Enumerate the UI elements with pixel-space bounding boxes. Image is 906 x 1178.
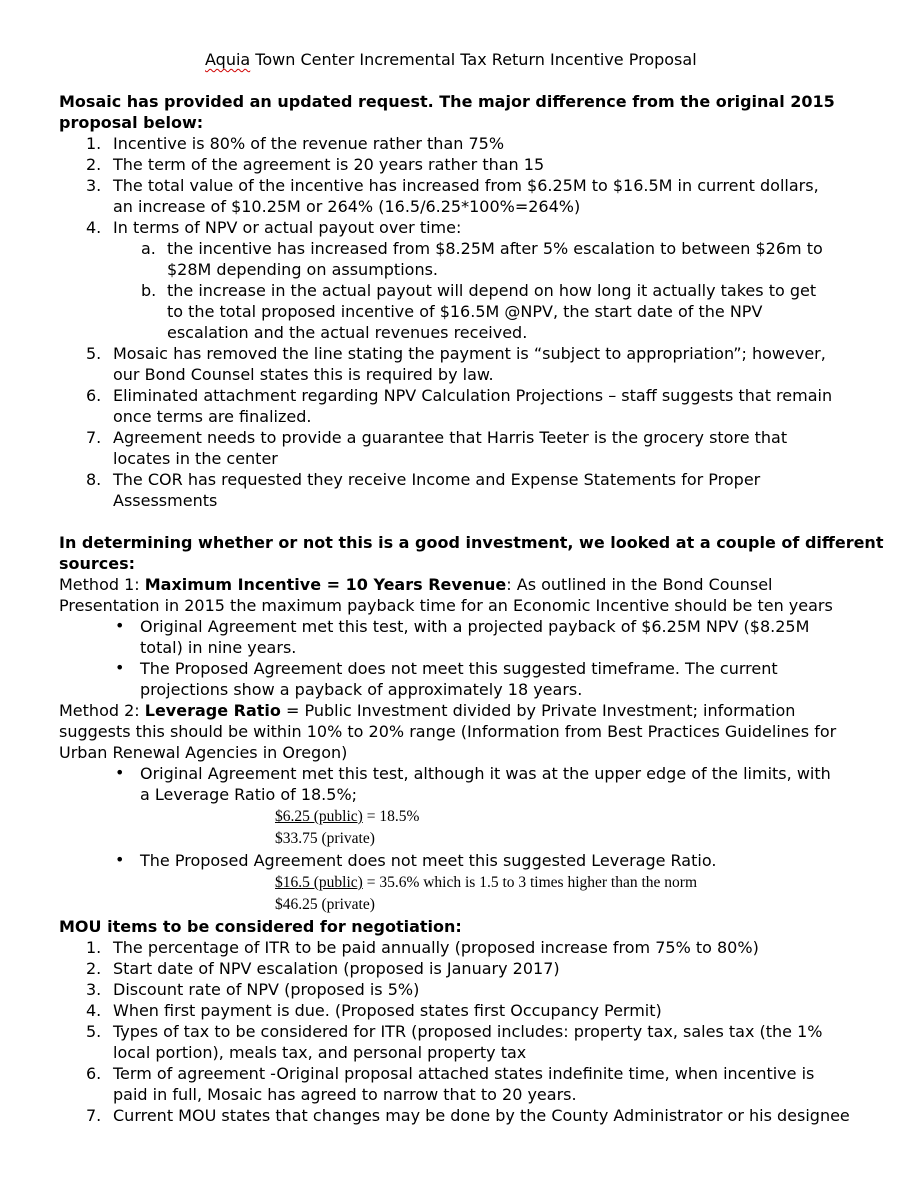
method1-prefix: Method 1: [59, 575, 145, 594]
mou-item: Term of agreement -Original proposal attached states indefinite time, when incentive is [113, 1064, 815, 1083]
list1-item-cont: once terms are finalized. [113, 407, 312, 426]
mou-item: Discount rate of NPV (proposed is 5%) [113, 980, 420, 999]
method2-bullet: The Proposed Agreement does not meet this suggested Leverage Ratio. [140, 851, 717, 870]
sublist-item-cont: to the total proposed incentive of $16.5M @NPV, the start date of the NPV [167, 302, 763, 321]
mou-item: When first payment is due. (Proposed states first Occupancy Permit) [113, 1001, 662, 1020]
list1-item: Agreement needs to provide a guarantee that Harris Teeter is the grocery store that [113, 428, 788, 447]
mou-item: Current MOU states that changes may be done by the County Administrator or his designee [113, 1106, 850, 1125]
mou-num: 3. [86, 980, 102, 999]
bullet-icon: • [115, 616, 125, 635]
mou-num: 1. [86, 938, 102, 957]
formula-2-denominator: $46.25 (private) [275, 896, 375, 913]
sublist-item: the incentive has increased from $8.25M after 5% escalation to between $26m to [167, 239, 823, 258]
list1-item: Mosaic has removed the line stating the payment is “subject to appropriation”; however, [113, 344, 826, 363]
method2-line-3: Urban Renewal Agencies in Oregon) [59, 743, 348, 762]
mou-item: The percentage of ITR to be paid annually (proposed increase from 75% to 80%) [113, 938, 759, 957]
sublist-item-cont: $28M depending on assumptions. [167, 260, 438, 279]
formula-2-numerator: $16.5 (public) [275, 874, 363, 891]
method1-rest: : As outlined in the Bond Counsel [506, 575, 773, 594]
method1-line-1 [59, 574, 772, 595]
list1-num: 1. [86, 134, 102, 153]
mou-heading: MOU items to be considered for negotiation: [59, 917, 462, 936]
method2-prefix: Method 2: [59, 701, 145, 720]
method1-line-2: Presentation in 2015 the maximum payback time for an Economic Incentive should be ten years [59, 596, 833, 615]
mou-item: Start date of NPV escalation (proposed is January 2017) [113, 959, 560, 978]
method1-bullet-cont: projections show a payback of approximately 18 years. [140, 680, 583, 699]
bullet-icon: • [115, 850, 125, 869]
intro-line-1: Mosaic has provided an updated request. The major difference from the original 2015 [59, 92, 835, 111]
list1-num: 5. [86, 344, 102, 363]
determining-line-1: In determining whether or not this is a good investment, we looked at a couple of different [59, 533, 884, 552]
mou-num: 7. [86, 1106, 102, 1125]
sublist-letter: b. [141, 281, 157, 300]
mou-num: 4. [86, 1001, 102, 1020]
list1-num: 8. [86, 470, 102, 489]
formula-1-denominator: $33.75 (private) [275, 830, 375, 847]
mou-num: 6. [86, 1064, 102, 1083]
bullet-icon: • [115, 763, 125, 782]
mou-num: 2. [86, 959, 102, 978]
mou-item-cont: local portion), meals tax, and personal property tax [113, 1043, 527, 1062]
formula-1-numerator-line [275, 806, 419, 827]
bullet-icon: • [115, 658, 125, 677]
list1-item: The term of the agreement is 20 years rather than 15 [113, 155, 545, 174]
determining-line-2: sources: [59, 554, 136, 573]
list1-item-cont: our Bond Counsel states this is required by law. [113, 365, 494, 384]
method1-bullet: The Proposed Agreement does not meet this suggested timeframe. The current [140, 659, 778, 678]
list1-num: 6. [86, 386, 102, 405]
list1-item-cont: locates in the center [113, 449, 278, 468]
list1-num: 7. [86, 428, 102, 447]
list1-num: 3. [86, 176, 102, 195]
formula-1-result: = 18.5% [362, 808, 420, 825]
sublist-item-cont: escalation and the actual revenues received. [167, 323, 528, 342]
list1-item: The total value of the incentive has increased from $6.25M to $16.5M in current dollars, [113, 176, 819, 195]
method1-bullet-cont: total) in nine years. [140, 638, 297, 657]
list1-item: The COR has requested they receive Income and Expense Statements for Proper [113, 470, 761, 489]
mou-num: 5. [86, 1022, 102, 1041]
method1-bold: Maximum Incentive = 10 Years Revenue [144, 575, 507, 594]
document-title [205, 49, 697, 70]
method2-line-2: suggests this should be within 10% to 20% range (Information from Best Practices Guidelines for [59, 722, 837, 741]
method1-bullet: Original Agreement met this test, with a projected payback of $6.25M NPV ($8.25M [140, 617, 810, 636]
method2-rest: = Public Investment divided by Private Investment; information [280, 701, 796, 720]
method2-line-1 [59, 700, 795, 721]
formula-2-numerator-line [275, 872, 697, 893]
list1-item: In terms of NPV or actual payout over time: [113, 218, 462, 237]
list1-item-cont: an increase of $10.25M or 264% (16.5/6.25*100%=264%) [113, 197, 581, 216]
list1-item: Incentive is 80% of the revenue rather than 75% [113, 134, 505, 153]
method2-bold: Leverage Ratio [144, 701, 281, 720]
list1-num: 4. [86, 218, 102, 237]
method2-bullet-cont: a Leverage Ratio of 18.5%; [140, 785, 358, 804]
formula-1-numerator: $6.25 (public) [275, 808, 363, 825]
title-rest: Town Center Incremental Tax Return Incentive Proposal [250, 50, 697, 69]
formula-2-result: = 35.6% which is 1.5 to 3 times higher than the norm [362, 874, 698, 891]
sublist-item: the increase in the actual payout will depend on how long it actually takes to get [167, 281, 817, 300]
mou-item-cont: paid in full, Mosaic has agreed to narrow that to 20 years. [113, 1085, 577, 1104]
method2-bullet: Original Agreement met this test, although it was at the upper edge of the limits, with [140, 764, 831, 783]
title-squiggle-word: Aquia [205, 50, 251, 69]
mou-item: Types of tax to be considered for ITR (proposed includes: property tax, sales tax (the 1% [113, 1022, 823, 1041]
list1-item: Eliminated attachment regarding NPV Calculation Projections – staff suggests that remain [113, 386, 833, 405]
intro-line-2: proposal below: [59, 113, 204, 132]
sublist-letter: a. [141, 239, 156, 258]
list1-num: 2. [86, 155, 102, 174]
list1-item-cont: Assessments [113, 491, 218, 510]
